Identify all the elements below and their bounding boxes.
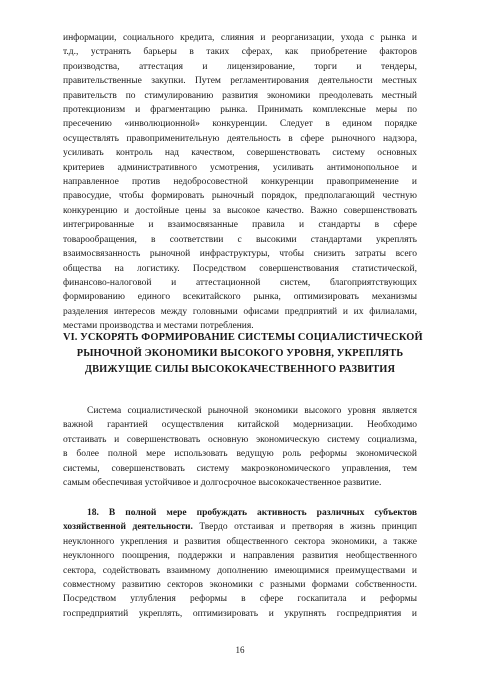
paragraph-line: отстаивать и совершенствовать основную экономическую систему социализма, <box>63 434 417 445</box>
section-heading <box>63 330 423 378</box>
paragraph-1 <box>63 31 417 334</box>
page-number: 16 <box>235 645 245 655</box>
paragraph-line: товарообращения, в соответствии с высокими стандартами укреплять <box>63 234 417 245</box>
heading-line: VI. УСКОРЯТЬ ФОРМИРОВАНИЕ СИСТЕМЫ СОЦИАЛИСТИЧЕСКОЙ <box>63 332 423 343</box>
paragraph-lead-bold-continued: хозяйственной деятельности. <box>63 522 193 533</box>
paragraph-line: осуществлять правоприменительную деятельность в сфере рыночного надзора, <box>63 133 417 144</box>
paragraph-line: Посредством углубления реформы в сфере госкапитала и реформы <box>63 594 417 605</box>
paragraph-line-mixed <box>63 520 417 534</box>
heading-line: ДВИЖУЩИЕ СИЛЫ ВЫСОКОКАЧЕСТВЕННОГО РАЗВИТИЯ <box>84 364 396 375</box>
paragraph-line: формированию единого всекитайского рынка, оптимизировать механизмы <box>63 292 417 303</box>
paragraph-line: финансово-налоговой и аттестационной систем, благоприятствующих <box>63 277 417 288</box>
paragraph-line: т.д., устранять барьеры в таких сферах, как приобретение факторов <box>63 47 417 58</box>
paragraph-2 <box>63 404 417 490</box>
paragraph-line: разделения интересов между головными офисами предприятий и их филиалами, <box>63 306 417 317</box>
paragraph-line: взаимосвязанность рыночной инфраструктуры, чтобы снизить затраты всего <box>63 249 417 260</box>
paragraph-line: информации, социального кредита, слияния и реорганизации, ухода с рынка и <box>63 33 417 43</box>
paragraph-line: местами производства и местами потребления. <box>63 321 254 332</box>
paragraph-line: общества на логистику. Посредством совершенствования статистической, <box>63 263 417 274</box>
paragraph-line: системы, совершенствовать систему макроэкономического управления, тем <box>63 463 417 474</box>
paragraph-line: важной гарантией осуществления китайской модернизации. Необходимо <box>63 420 417 431</box>
paragraph-line: госпредприятий укреплять, оптимизировать и укрупнять госпредприятия и <box>63 608 417 619</box>
paragraph-line: усиливать контроль над качеством, совершенствовать систему основных <box>63 148 417 159</box>
paragraph-line: Система социалистической рыночной экономики высокого уровня является <box>87 406 417 416</box>
paragraph-line: конкуренцию и достойные цены за высокое качество. Важно совершенствовать <box>63 205 417 216</box>
paragraph-line-rest: Твердо отстаивая и претворяя в жизнь принцип <box>192 522 417 533</box>
paragraph-line: интегрированные и взаимосвязанные правила и стандарты в сфере <box>63 220 417 231</box>
paragraph-line: сектора, содействовать взаимному дополнению имеющимися преимуществами и <box>63 565 417 576</box>
paragraph-lead-bold: 18. В полной мере пробуждать активность различных субъектов <box>87 508 417 518</box>
paragraph-line: неуклонного поощрения, поддержки и направления развития необщественного <box>63 551 417 562</box>
paragraph-line: производства, аттестация и лицензирование, торги и тендеры, <box>63 61 417 72</box>
paragraph-line: направленное против недобросовестной конкуренции правоприменение и <box>63 177 417 188</box>
paragraph-line: неуклонного укрепления и развития общественного сектора экономики, а также <box>63 536 417 547</box>
heading-line: РЫНОЧНОЙ ЭКОНОМИКИ ВЫСОКОГО УРОВНЯ, УКРЕПЛЯТЬ <box>76 348 404 359</box>
paragraph-line: критериев административного усмотрения, усиливать антимонопольное и <box>63 162 417 173</box>
paragraph-line: правительственные закупки. Путем регламентирования деятельности местных <box>63 76 417 87</box>
paragraph-3 <box>63 506 417 621</box>
paragraph-line: пресечению «инволюционной» конкуренции. Следует в едином порядке <box>63 119 417 130</box>
paragraph-line: правосудие, чтобы формировать рыночный порядок, предполагающий честную <box>63 191 417 202</box>
paragraph-line: самым обеспечивая устойчивое и долгосрочное высококачественное развитие. <box>63 478 382 489</box>
paragraph-line: совместному развитию секторов экономики с разными формами собственности. <box>63 580 417 591</box>
paragraph-line: в более полной мере использовать ведущую роль реформы экономической <box>63 449 417 460</box>
paragraph-line: протекционизм и фрагментацию рынка. Принимать комплексные меры по <box>63 105 417 116</box>
paragraph-line: правительств по стимулированию развития экономики преодолевать местный <box>63 90 417 101</box>
